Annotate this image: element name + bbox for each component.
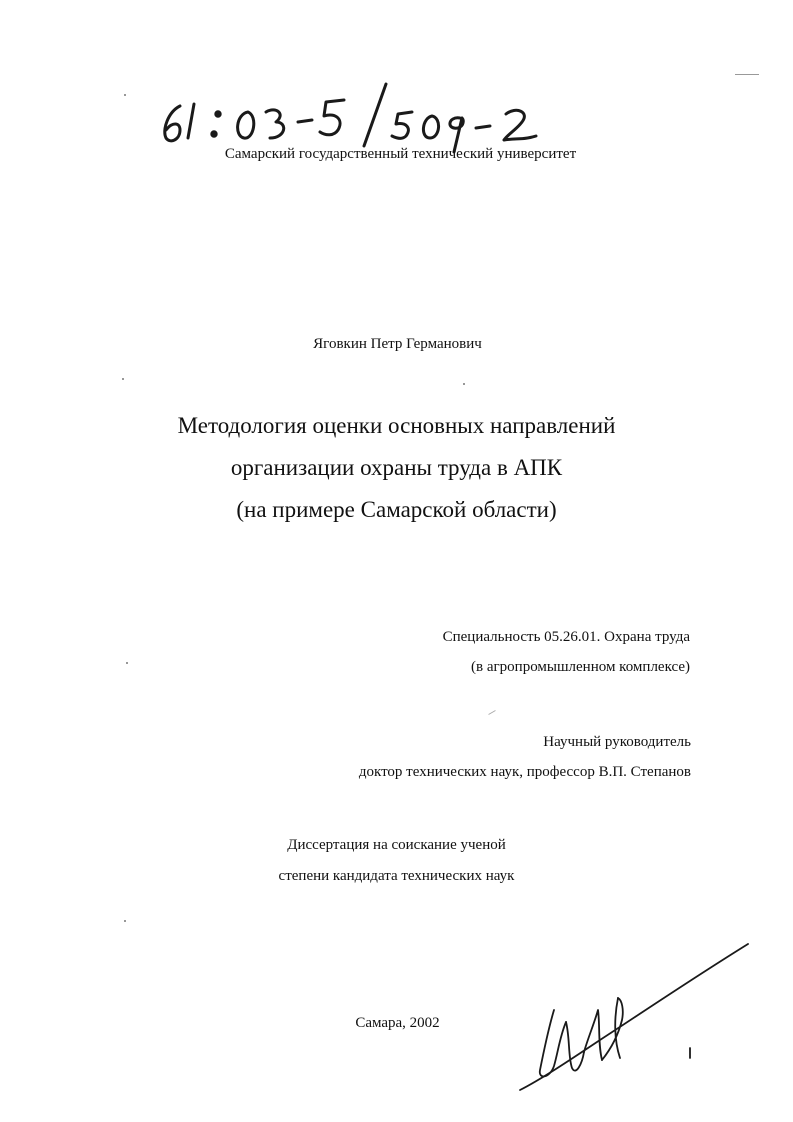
author-name: Яговкин Петр Германович bbox=[313, 336, 482, 352]
specialty-line: (в агропромышленном комплексе) bbox=[471, 659, 690, 675]
degree-block bbox=[0, 830, 793, 892]
title-line: Методология оценки основных направлений bbox=[177, 413, 616, 438]
supervisor-line: Научный руководитель bbox=[543, 734, 691, 750]
specialty-block bbox=[443, 622, 690, 682]
supervisor-block bbox=[359, 727, 691, 787]
specialty-line: Специальность 05.26.01. Охрана труда bbox=[442, 629, 690, 645]
scan-speck bbox=[122, 378, 124, 380]
title-line: (на примере Самарской области) bbox=[236, 497, 557, 522]
supervisor-line: доктор технических наук, профессор В.П. Степанов bbox=[358, 764, 691, 780]
dissertation-title bbox=[0, 405, 793, 531]
city-year: Самара, 2002 bbox=[355, 1015, 440, 1031]
scan-speck bbox=[488, 710, 495, 715]
degree-line: Диссертация на соискание ученой bbox=[287, 837, 506, 853]
university-name: Самарский государственный технический университет bbox=[224, 146, 577, 162]
handwritten-signature bbox=[510, 940, 760, 1100]
scan-speck bbox=[126, 662, 128, 664]
title-line: организации охраны труда в АПК bbox=[230, 455, 563, 480]
scan-speck bbox=[463, 383, 465, 385]
signature-drawing bbox=[510, 940, 760, 1100]
degree-line: степени кандидата технических наук bbox=[278, 868, 515, 884]
scan-speck bbox=[124, 94, 126, 96]
scan-speck bbox=[124, 920, 126, 922]
scan-speck bbox=[735, 74, 759, 75]
